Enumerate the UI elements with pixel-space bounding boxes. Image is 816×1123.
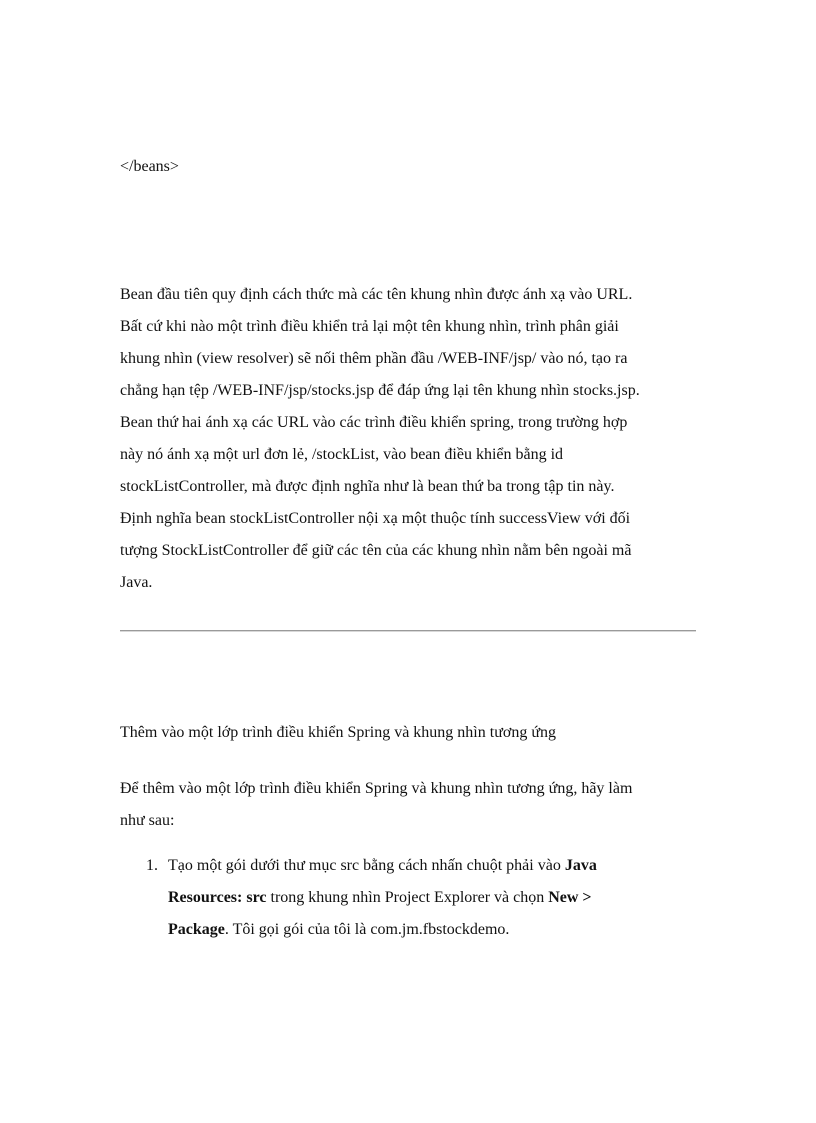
paragraph-line: này nó ánh xạ một url đơn lẻ, /stockList, vào bean điều khiển bằng id — [120, 446, 564, 463]
paragraph-line: stockListController, mà được định nghĩa như là bean thứ ba trong tập tin này. — [120, 478, 615, 495]
paragraph-line: tượng StockListController để giữ các tên của các khung nhìn nằm bên ngoài mã — [120, 542, 632, 559]
step-bold-text: Package — [168, 921, 225, 938]
steps-list — [120, 850, 710, 946]
intro-line: như sau: — [120, 812, 175, 829]
step-bold-text: Java — [564, 857, 597, 874]
step-text: . Tôi gọi gói của tôi là com.jm.fbstockdemo. — [224, 921, 510, 938]
step-bold-text: Resources: src — [168, 889, 267, 906]
paragraph-line: Định nghĩa bean stockListController nội xạ một thuộc tính successView với đối — [120, 510, 631, 527]
horizontal-rule — [120, 630, 696, 632]
paragraph-line: Bất cứ khi nào một trình điều khiển trả lại một tên khung nhìn, trình phân giải — [120, 318, 619, 335]
paragraph-line: chẳng hạn tệp /WEB-INF/jsp/stocks.jsp để đáp ứng lại tên khung nhìn stocks.jsp. — [120, 382, 640, 399]
step-text: trong khung nhìn Project Explorer và chọn — [266, 889, 549, 906]
step-text: Tạo một gói dưới thư mục src bằng cách nhấn chuột phải vào — [168, 857, 565, 874]
closing-beans-tag: </beans> — [120, 158, 179, 175]
step-bold-text: New > — [548, 889, 592, 906]
step-line — [168, 882, 710, 914]
intro-paragraph — [120, 773, 700, 837]
step-line — [168, 850, 710, 882]
step-line — [168, 914, 710, 946]
paragraph-line: khung nhìn (view resolver) sẽ nối thêm phần đầu /WEB-INF/jsp/ vào nó, tạo ra — [120, 350, 628, 367]
section-heading: Thêm vào một lớp trình điều khiển Spring và khung nhìn tương ứng — [120, 724, 556, 741]
body-paragraph — [120, 279, 700, 599]
intro-line: Để thêm vào một lớp trình điều khiển Spring và khung nhìn tương ứng, hãy làm — [120, 780, 633, 797]
list-item — [120, 850, 710, 946]
step-number: 1. — [146, 857, 158, 874]
paragraph-line: Bean thứ hai ánh xạ các URL vào các trình điều khiển spring, trong trường hợp — [120, 414, 628, 431]
paragraph-line: Java. — [120, 574, 153, 591]
paragraph-line: Bean đầu tiên quy định cách thức mà các tên khung nhìn được ánh xạ vào URL. — [120, 286, 633, 303]
